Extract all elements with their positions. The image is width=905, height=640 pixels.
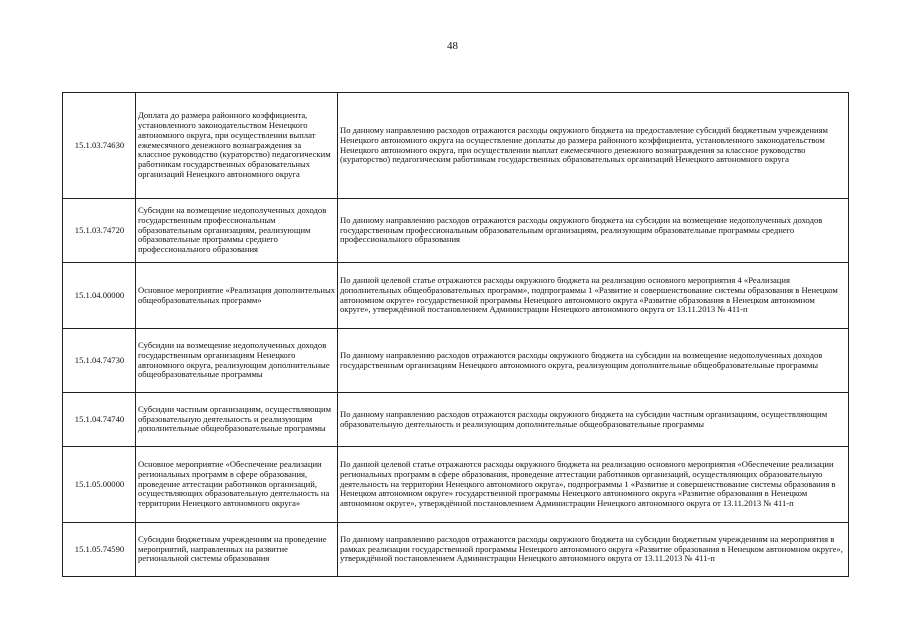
row-name: Основное мероприятие «Реализация дополнительных общеобразовательных программ»: [136, 263, 338, 329]
budget-classification-table: [62, 92, 849, 577]
row-code: 15.1.05.74590: [63, 523, 136, 577]
table-row: [63, 447, 849, 523]
row-code: 15.1.04.00000: [63, 263, 136, 329]
page-number: 48: [447, 40, 458, 52]
row-description: По данному направлению расходов отражаются расходы окружного бюджета на предоставление субсидий бюджетным учреждениям Ненецкого автономного округа на осуществление доплаты до размера районного коэффициента, установленного законодательством Ненецкого автономного округа, при осуществлении выплат ежемесячного денежного вознаграждения за классное руководство (кураторство) педагогическим работникам государственных образовательных организаций Ненецкого автономного округа: [338, 93, 849, 199]
row-name: Доплата до размера районного коэффициента, установленного законодательством Ненецкого автономного округа, при осуществлении выплат ежемесячного денежного вознаграждения за классное руководство (кураторство) педагогическим работникам государственных образовательных организаций Ненецкого автономного округа: [136, 93, 338, 199]
row-code: 15.1.05.00000: [63, 447, 136, 523]
row-description: По данному направлению расходов отражаются расходы окружного бюджета на субсидии на возмещение недополученных доходов государственным организациям Ненецкого автономного округа, реализующим дополнительные общеобразовательные программы: [338, 329, 849, 393]
row-description: По данному направлению расходов отражаются расходы окружного бюджета на субсидии на возмещение недополученных доходов государственным профессиональным образовательным организациям, реализующим образовательные программы среднего профессионального образования: [338, 199, 849, 263]
row-description: По данному направлению расходов отражаются расходы окружного бюджета на субсидии бюджетным учреждениям на мероприятия в рамках реализации государственной программы Ненецкого автономного округа «Развитие образования в Ненецком автономном округе», утверждённой постановлением Администрации Ненецкого автономного округа от 13.11.2013 № 411-п: [338, 523, 849, 577]
table-row: [63, 523, 849, 577]
row-code: 15.1.03.74720: [63, 199, 136, 263]
table-row: [63, 393, 849, 447]
row-code: 15.1.04.74740: [63, 393, 136, 447]
row-name: Субсидии на возмещение недополученных доходов государственным профессиональным образовательным организациям, реализующим образовательные программы среднего профессионального образования: [136, 199, 338, 263]
row-name: Субсидии частным организациям, осуществляющим образовательную деятельность и реализующим дополнительные общеобразовательные программы: [136, 393, 338, 447]
row-description: По данному направлению расходов отражаются расходы окружного бюджета на субсидии частным организациям, осуществляющим образовательную деятельность и реализующим дополнительные общеобразовательные программы: [338, 393, 849, 447]
row-description: По данной целевой статье отражаются расходы окружного бюджета на реализацию основного мероприятия «Обеспечение реализации региональных программ в сфере образования, проведение аттестации работников организаций, осуществляющих образовательную деятельность на территории Ненецкого автономного округа», подпрограммы 1 «Развитие и совершенствование системы образования в Ненецком автономном округе» государственной программы Ненецкого автономного округа «Развитие образования в Ненецком автономном округе», утверждённой постановлением Администрации Ненецкого автономного округа от 13.11.2013 № 411-п: [338, 447, 849, 523]
row-description: По данной целевой статье отражаются расходы окружного бюджета на реализацию основного мероприятия 4 «Реализация дополнительных общеобразовательных программ», подпрограммы 1 «Развитие и совершенствование системы образования в Ненецком автономном округе» государственной программы Ненецкого автономного округа «Развитие образования в Ненецком автономном округе», утверждённой постановлением Администрации Ненецкого автономного округа от 13.11.2013 № 411-п: [338, 263, 849, 329]
table-row: [63, 329, 849, 393]
row-code: 15.1.03.74630: [63, 93, 136, 199]
table-row: [63, 199, 849, 263]
row-name: Основное мероприятие «Обеспечение реализации региональных программ в сфере образования, проведение аттестации работников организаций, осуществляющих образовательную деятельность на территории Ненецкого автономного округа»: [136, 447, 338, 523]
row-name: Субсидии бюджетным учреждениям на проведение мероприятий, направленных на развитие региональной системы образования: [136, 523, 338, 577]
row-name: Субсидии на возмещение недополученных доходов государственным организациям Ненецкого автономного округа, реализующим дополнительные общеобразовательные программы: [136, 329, 338, 393]
table-row: [63, 263, 849, 329]
row-code: 15.1.04.74730: [63, 329, 136, 393]
table-row: [63, 93, 849, 199]
